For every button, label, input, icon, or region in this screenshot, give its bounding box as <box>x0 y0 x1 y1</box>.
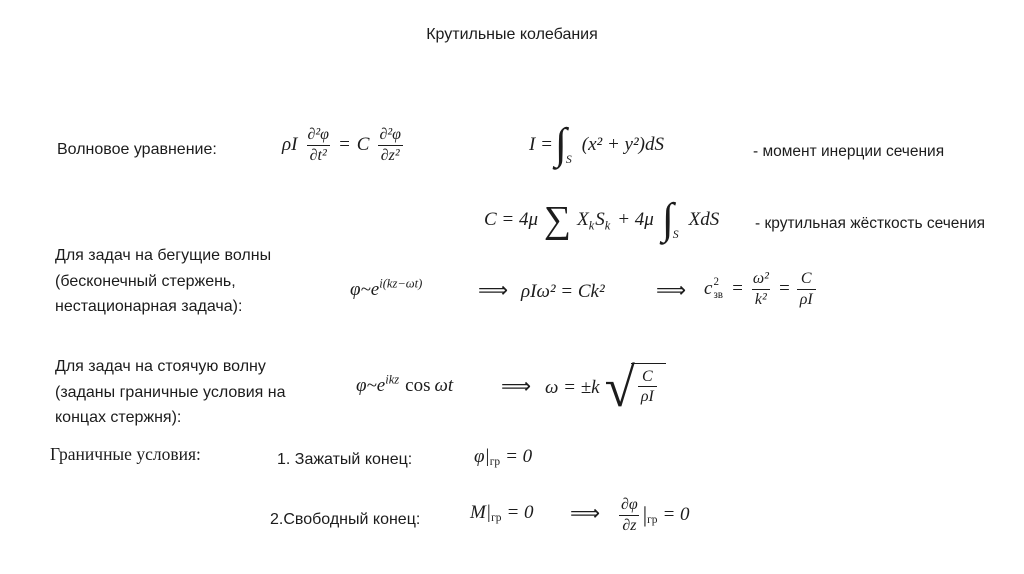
standing-label-line2: (заданы граничные условия на <box>55 383 286 401</box>
square-root <box>604 356 666 418</box>
boundary-subscript: гр <box>647 514 658 527</box>
summation-icon: ∑ <box>544 198 572 241</box>
equals-sign: = <box>337 134 351 155</box>
boundary-subscript: гр <box>491 512 502 525</box>
cosine-function: cos <box>405 375 431 396</box>
traveling-label-line2: (бесконечный стержень, <box>55 272 236 290</box>
dispersion-relation: ρIω² = Ck² <box>521 281 605 302</box>
inertia-integrand: (x² + y²)dS <box>581 134 664 155</box>
speed-scripts <box>713 276 723 302</box>
clamped-end-label: 1. Зажатый конец: <box>277 451 413 468</box>
stiffness-formula <box>484 193 719 247</box>
inertia-caption: - момент инерции сечения <box>753 143 945 160</box>
stiffness-lhs: C = 4μ <box>484 209 539 230</box>
radical-icon: √ <box>604 356 635 418</box>
equals-sign: = <box>731 278 744 299</box>
integral-icon: ∫ <box>661 195 674 244</box>
equals-zero: = 0 <box>662 504 690 525</box>
sound-speed-equation <box>704 261 816 317</box>
evaluation-bar: | <box>642 502 648 527</box>
stiffness-integrand: XdS <box>688 209 720 230</box>
equals-zero: = 0 <box>505 446 533 467</box>
speed-superscript: 2 <box>713 275 719 288</box>
speed-subscript: зв <box>713 289 723 301</box>
inertia-formula <box>529 119 664 171</box>
free-end-moment-condition <box>470 499 534 527</box>
exponent: ikz <box>385 372 400 387</box>
cosine-argument: ωt <box>434 375 454 396</box>
boundary-subscript: гр <box>489 456 501 469</box>
integral-domain: S <box>565 152 572 166</box>
phi-exponential-base: φ~e <box>356 375 386 396</box>
integral-icon: ∫ <box>554 120 567 169</box>
moment-at-boundary: M| <box>470 502 492 523</box>
space-derivative-fraction: $\frac{\text{∂²φ}}{\text{∂z²}}$ <box>379 126 401 164</box>
phi-exponential-base: φ~e <box>350 279 380 300</box>
standing-wave-label <box>55 354 286 431</box>
C-rhoI-fraction: $\frac{C}{\rho I}$ <box>638 367 657 406</box>
integral-over-section <box>554 120 573 169</box>
radicand <box>631 363 666 406</box>
time-derivative-fraction: $\frac{\text{∂²φ}}{\text{∂t²}}$ <box>307 126 329 164</box>
standing-ansatz <box>356 372 453 400</box>
traveling-waves-label <box>55 243 271 320</box>
rho-I-coefficient: ρI <box>282 134 298 155</box>
boundary-conditions-label: Граничные условия: <box>50 444 201 464</box>
traveling-label-line1: Для задач на бегущие волны <box>55 247 272 264</box>
wave-equation-label: Волновое уравнение: <box>57 141 217 158</box>
standing-label-line1: Для задач на стоячую волну <box>55 358 266 375</box>
wave-equation-formula <box>282 116 404 174</box>
phi-z-derivative-fraction: $\frac{\partial\varphi}{\partial z}$ <box>621 496 638 534</box>
speed-symbol: c <box>704 278 713 299</box>
sum-term-X: X <box>577 209 589 230</box>
sum-term-S-index: k <box>604 218 611 233</box>
inertia-lhs: I = <box>529 134 553 155</box>
integral-domain: S <box>672 227 679 241</box>
slide-title: Крутильные колебания <box>426 26 598 43</box>
stiffness-caption: - крутильная жёсткость сечения <box>755 215 986 232</box>
C-rhoI-fraction: $\frac{C}{\rho I}$ <box>797 269 816 308</box>
sum-term-S: S <box>595 209 605 230</box>
traveling-ansatz <box>350 276 422 304</box>
free-end-derivative-condition <box>618 491 690 539</box>
sum-term-X-index: k <box>588 218 595 233</box>
omega-equation <box>545 356 666 420</box>
implies-arrow-icon: ⟹ <box>570 501 601 525</box>
equals-zero: = 0 <box>506 502 534 523</box>
traveling-label-line3: нестационарная задача): <box>55 298 243 315</box>
stiffness-coefficient: C <box>356 134 370 155</box>
plus-4mu: + 4μ <box>617 209 654 230</box>
exponent: i(kz−ωt) <box>379 276 423 291</box>
free-end-label: 2.Свободный конец: <box>270 511 421 528</box>
equals-sign: = <box>777 278 791 299</box>
omega-k-fraction: $\frac{\text{ω²}}{\text{k²}}$ <box>752 270 769 308</box>
standing-label-line3: концах стержня): <box>55 409 182 426</box>
phi-at-boundary: φ| <box>474 446 490 467</box>
integral-over-section <box>661 195 680 244</box>
implies-arrow-icon: ⟹ <box>478 278 509 302</box>
implies-arrow-icon: ⟹ <box>501 374 532 398</box>
omega-lhs: ω = ±k <box>545 377 600 398</box>
clamped-end-condition <box>474 443 532 471</box>
implies-arrow-icon: ⟹ <box>656 278 687 302</box>
